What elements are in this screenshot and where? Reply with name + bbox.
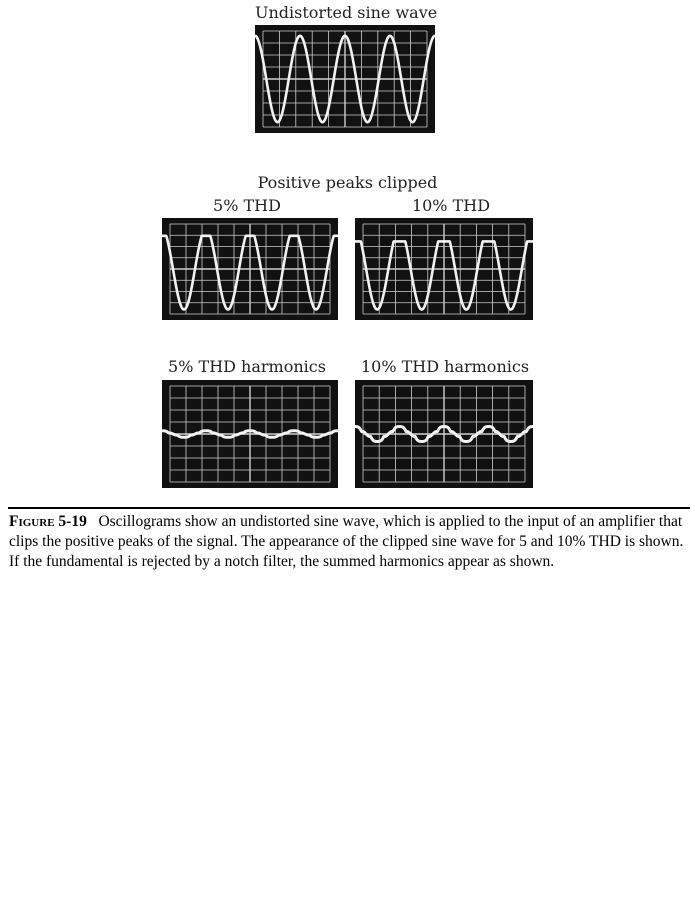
oscillogram-harmonics-10 — [355, 380, 533, 488]
harmonics-10-trace-svg — [355, 380, 533, 488]
clipped-10-trace-svg — [355, 218, 533, 320]
clipped-group-title: Positive peaks clipped — [257, 173, 438, 192]
harmonics-5-trace-svg — [162, 380, 338, 488]
oscillogram-undistorted — [255, 25, 435, 133]
caption-text: Oscillograms show an undistorted sine wave, which is applied to the input of an amplifier that clips the positive peaks of the signal. The appearance of the clipped sine wave for 5 and 10% THD is shown. If the fundamental is rejected by a notch filter, the summed harmonics appear as shown. — [9, 513, 684, 570]
harmonics-5-title: 5% THD harmonics — [168, 357, 326, 376]
clipped-10-title: 10% THD — [411, 196, 491, 215]
undistorted-trace-svg — [255, 25, 435, 133]
caption-divider — [8, 507, 690, 509]
figure-caption — [9, 512, 685, 572]
oscillogram-harmonics-5 — [162, 380, 338, 488]
harmonics-10-title: 10% THD harmonics — [360, 357, 530, 376]
clipped-5-title: 5% THD — [213, 196, 281, 215]
figure-label: Figure 5-19 — [9, 513, 87, 530]
clipped-5-trace-svg — [162, 218, 338, 320]
oscillogram-clipped-10 — [355, 218, 533, 320]
undistorted-title: Undistorted sine wave — [255, 3, 438, 22]
oscillogram-clipped-5 — [162, 218, 338, 320]
